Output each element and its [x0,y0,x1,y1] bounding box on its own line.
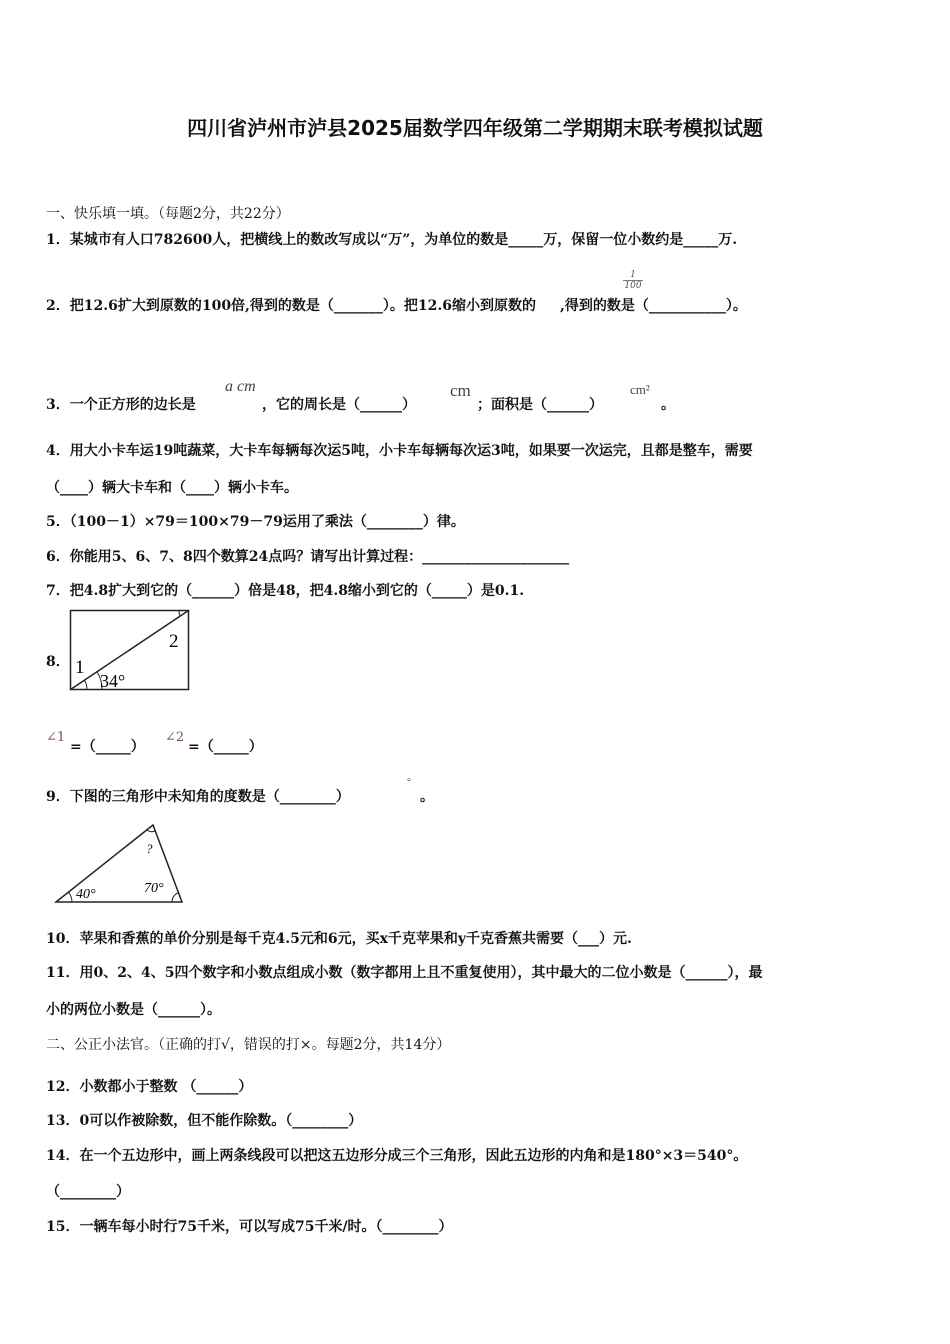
question-11-line-2: 小的两位小数是（______）。 [46,1002,221,1018]
question-7: 7．把4.8扩大到它的（______）倍是48，把4.8缩小到它的（_____）是0.1. [46,583,525,599]
triangle-diagram [52,820,187,906]
rectangle-diagram [69,609,193,693]
question-8-label: 8． [46,654,70,670]
question-13: 13．0可以作被除数，但不能作除数。（________） [46,1113,363,1129]
angle-2-symbol: ∠2 [165,730,185,745]
page-title: 四川省泸州市泸县2025届数学四年级第二学期期末联考模拟试题 [187,116,763,140]
angle-1-label: 1 [75,657,85,678]
question-15: 15．一辆车每小时行75千米，可以写成75千米/时。（________） [46,1219,453,1235]
unknown-angle-label: ? [146,841,153,856]
section-1-heading: 一、快乐填一填。（每题2分，共22分） [46,206,290,222]
side-length-variable: a cm [225,378,256,395]
question-5: 5．（100－1）×79＝100×79－79运用了乘法（________）律。 [46,514,465,530]
question-3 [46,394,196,414]
question-9-end: 。 [420,789,434,805]
question-3-end: 。 [661,397,675,413]
angle-1-arc [85,681,87,690]
question-14-line-2: （________） [46,1184,130,1200]
question-9: 9．下图的三角形中未知角的度数是（________） [46,789,350,805]
question-2-part-a: 2．把12.6扩大到原数的100倍,得到的数是（_______）。把12.6缩小到原数的 [46,298,537,314]
fraction-numerator: 1 [630,270,636,280]
question-4-line-2: （____）辆大卡车和（____）辆小卡车。 [46,480,298,496]
unit-cm: cm [450,381,471,400]
question-10: 10．苹果和香蕉的单价分别是每千克4.5元和6元，买x千克苹果和y千克香蕉共需要（___）元. [46,931,632,947]
angle-2-arc [179,611,180,617]
fraction-denominator: 100 [624,281,642,291]
degree-sign: ° [407,777,411,788]
left-angle-arc [69,892,73,902]
right-angle-label: 70° [144,881,164,896]
top-angle-arc [147,830,155,832]
question-11-line-1: 11．用0、2、4、5四个数字和小数点组成小数（数字都用上且不重复使用），其中最大的二位小数是（______），最 [46,965,763,981]
right-angle-arc [172,893,179,902]
question-2 [46,295,747,315]
fraction-one-hundredth [621,270,645,291]
section-2-heading: 二、公正小法官。（正确的打√，错误的打×。每题2分，共14分） [46,1037,451,1053]
question-6: 6．你能用5、6、7、8四个数算24点吗？请写出计算过程：_____________________ [46,549,570,565]
unit-cm-squared: cm² [630,382,650,397]
left-angle-label: 40° [76,887,96,902]
angle-1-symbol: ∠1 [46,730,66,745]
question-1: 1．某城市有人口782600人，把横线上的数改写成以“万”，为单位的数是_____万，保留一位小数约是_____万. [46,232,738,248]
question-4-line-1: 4．用大小卡车运19吨蔬菜，大卡车每辆每次运5吨，小卡车每辆每次运3吨，如果要一次运完，且都是整车，需要 [46,443,753,459]
angle-1-answer: =（_____） [70,739,145,755]
question-3-area: ；面积是（______） [477,397,603,413]
question-12: 12．小数都小于整数 （______） [46,1079,253,1095]
question-2-part-b: ,得到的数是（___________）。 [560,298,747,314]
question-14-line-1: 14．在一个五边形中，画上两条线段可以把这五边形分成三个三角形，因此五边形的内角和是180°×3＝540°。 [46,1148,748,1164]
given-angle-label: 34° [100,671,126,691]
question-3-part-a: 3．一个正方形的边长是 [46,397,196,413]
angle-2-label: 2 [169,631,179,652]
angle-2-answer: =（_____） [188,739,263,755]
question-3-perimeter: ，它的周长是（______） [262,397,416,413]
